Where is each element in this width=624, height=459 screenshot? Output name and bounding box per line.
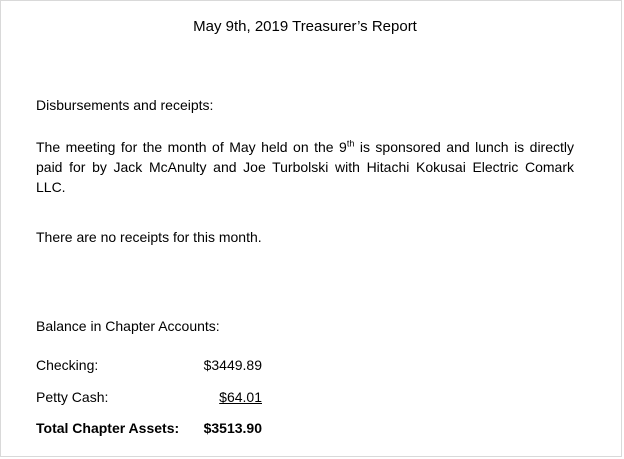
paragraph-text-start: The meeting for the month of May held on the 9 [36,139,347,155]
no-receipts-text: There are no receipts for this month. [36,229,262,245]
petty-cash-amount: $64.01 [219,389,262,405]
checking-row [36,357,264,377]
total-assets-label: Total Chapter Assets: [36,420,180,436]
disbursements-heading: Disbursements and receipts: [36,97,214,113]
ordinal-suffix: th [346,138,355,149]
checking-amount: $3449.89 [203,357,262,373]
petty-cash-row [36,389,264,409]
checking-label: Checking: [36,357,99,373]
balance-heading: Balance in Chapter Accounts: [36,318,220,334]
meeting-paragraph [36,137,574,197]
petty-cash-label: Petty Cash: [36,389,109,405]
paragraph-text-end: is sponsored and lunch is directly paid for by Jack McAnulty and Joe Turbolski with Hitachi Kokusai Electric Comark LLC. [36,139,575,195]
total-assets-amount: $3513.90 [203,420,262,436]
report-title: May 9th, 2019 Treasurer’s Report [193,18,417,35]
total-assets-row [36,420,264,440]
